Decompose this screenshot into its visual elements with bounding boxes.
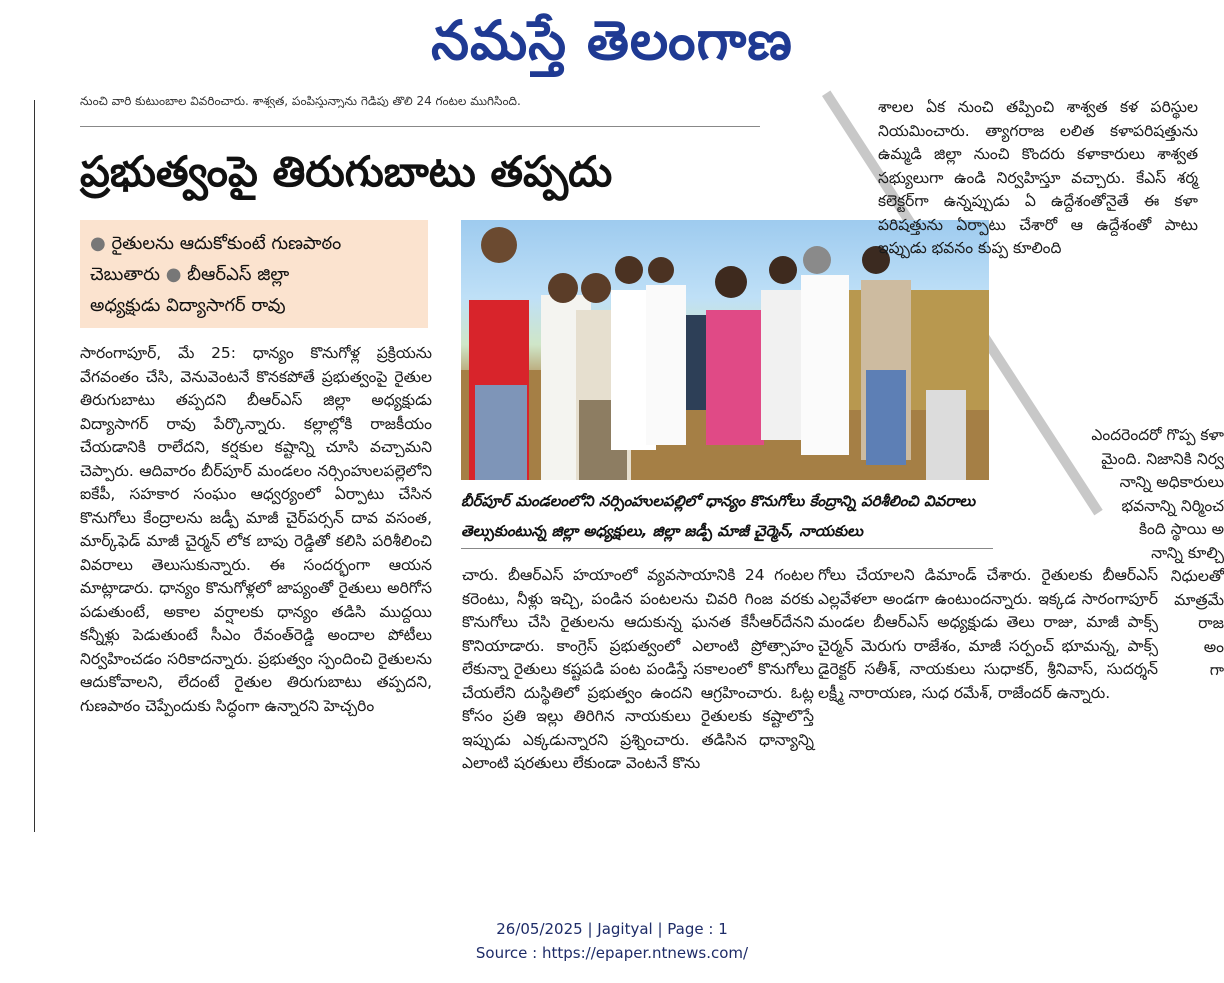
text-line: రాజ [1198,614,1224,632]
adjacent-article-column-cut [1062,424,1224,683]
divider [461,548,993,549]
text-line: గా [1209,661,1224,679]
text-line: నాన్ని అధికారులు [1119,473,1224,491]
article-headline: ప్రభుత్వంపై తిరుగుబాటు తప్పదు [80,147,613,196]
newspaper-masthead: నమస్తే తెలంగాణ [431,9,793,72]
subheadline-box [80,220,428,328]
article-paragraph: గోలు చేయాలని డిమాండ్ చేశారు. రైతులకు బీఆర్‌ఎస్ ఎల్లవేళలా అండగా ఉంటుందన్నారు. ఇక్కడ సారంగాపూర్ మండల బీఆర్‌ఎస్ అధ్యక్షుడు తెలు రాజు, మాజీ పాక్స్ చైర్మన్ మెరుగు రాజేశం, మాజీ సర్పంచ్ భూమన్న, పాక్స్ డైరెక్టర్ సతీశ్, నాయకులు సుధాకర్, శ్రీనివాస్, సుదర్శన్ లక్ష్మీ నారాయణ, సుధ రమేశ్, రాజేందర్ ఉన్నారు. [818,566,1158,702]
bullet-icon: ● [165,264,188,285]
top-cutline: నుంచి వారి కుటుంబాల వివరించారు. శాశ్వత, పంపిస్తున్నాను గెడిపు తొలి 24 గంటల ముగిసింది. [80,94,521,108]
subhead-line1: రైతులను ఆదుకోకుంటే గుణపాఠం [111,233,342,254]
adjacent-article-column [878,96,1198,261]
article-paragraph: శాలల ఏక నుంచి తప్పించి శాశ్వత కళ పరిస్థుల నియమించారు. త్యాగరాజ లలిత కళాపరిషత్తును ఉమ్మడి జిల్లా నుంచి కొందరు కళాకారులు శాశ్వత సభ్యులుగా ఉండి నిర్వహిస్తూ వచ్చారు. కేఎస్ శర్మ కలెక్టర్‌గా ఉన్నప్పుడు ఏ ఉద్దేశంతోనైతే ఈ కళా పరిషత్తును ఏర్పాటు చేశారో ఆ ఉద్దేశంతో పాటు ఇప్పుడు భవనం కుప్ప కూలింది [878,98,1198,257]
text-line: ఎందరెందరో గొప్ప కళా [1091,426,1224,444]
article-paragraph: చారు. బీఆర్‌ఎస్ హయాంలో వ్యవసాయానికి 24 గంటల కరెంటు, నీళ్లు ఇచ్చి, పండిన పంటలను చివరి గింజ వరకు కొనుగోలు చేసి రైతులను ఆదుకున్న ఘనత కేసీఆర్‌దేనని కొనియాడారు. కాంగ్రెస్ ప్రభుత్వంలో ఎలాంటి ప్రోత్సాహం లేకున్నా రైతులు కష్టపడి పంట పండిస్తే సకాలంలో కొనుగోలు చేయలేని దుస్థితిలో ప్రభుత్వం ఉందని ఆగ్రహించారు. ఓట్ల కోసం ప్రతి ఇల్లు తిరిగిన నాయకులు రైతులకు కష్టాలొస్తే ఇప్పుడు ఎక్కడున్నారని ప్రశ్నించారు. తడిసిన ధాన్యాన్ని ఎలాంటి షరతులు లేకుండా వెంటనే కొను [462,566,814,772]
article-column-1 [80,342,432,718]
text-line: కింది స్థాయి అ [1138,520,1224,538]
text-line: మాత్రమే [1174,590,1224,609]
bullet-icon: ● [90,233,112,254]
subhead-line4: అధ్యక్షుడు విద్యాసాగర్ రావు [90,295,286,316]
text-line: నిధులతో [1170,567,1224,585]
subhead-line2: చెబుతారు [90,264,160,285]
article-paragraph: సారంగాపూర్, మే 25: ధాన్యం కొనుగోళ్ల ప్రక్రియను వేగవంతం చేసి, వెనువెంటనే కొనకపోతే ప్రభుత్వంపై రైతుల తిరుగుబాటు తప్పదని బీఆర్‌ఎస్ జిల్లా అధ్యక్షుడు విద్యాసాగర్ రావు పేర్కొన్నారు. కల్లాల్లోకి రాజకీయం చేయడానికి రాలేదని, కర్షకుల కష్టాన్ని చూసి వచ్చామని చెప్పారు. ఆదివారం బీర్‌పూర్ మండలం నర్సింహులపల్లెలోని ఐకేపీ, సహకార సంఘం ఆధ్వర్యంలో ఏర్పాటు చేసిన కొనుగోలు కేంద్రాలను జడ్పీ మాజీ చైర్‌పర్సన్ దావ వసంత, మార్క్‌ఫెడ్ మాజీ చైర్మన్ లోక బాపు రెడ్డితో కలిసి పరిశీలించి వివరాలు తెలుసుకున్నారు. ఈ సందర్భంగా ఆయన మాట్లాడారు. ధాన్యం కొనుగోళ్లలో జాప్యంతో రైతులు అరిగోస పడుతుంటే, అకాల వర్షాలకు ధాన్యం తడిసి ముద్దయి కన్నీళ్లు పెడుతుంటే సీఎం రేవంత్‌రెడ్డి అందాల పోటీలు నిర్వహించడం సరికాదన్నారు. ప్రభుత్వం స్పందించి రైతులను ఆదుకోవాలని, లేదంటే రైతుల తిరుగుబాటు తప్పదని, గుణపాఠం చెప్పేందుకు సిద్ధంగా ఉన్నారని హెచ్చరిం [80,344,432,715]
column-divider [34,100,35,832]
subhead-line3: బీఆర్‌ఎస్ జిల్లా [187,264,290,285]
text-line: మైంది. నిజానికి నిర్వ [1101,449,1224,468]
photo-caption: బీర్‌పూర్ మండలంలోని నర్సింహులపల్లిలో ధాన్యం కొనుగోలు కేంద్రాన్ని పరిశీలించి వివరాలు తెల్సుకుంటున్న జిల్లా అధ్యక్షులు, జిల్లా జడ్పీ మాజీ చైర్మెన్, నాయకులు [461,492,976,540]
text-line: నాన్ని కూల్చి [1151,543,1224,562]
text-line: అం [1203,637,1224,656]
source-link[interactable]: Source : https://epaper.ntnews.com/ [475,944,749,962]
divider [80,126,760,127]
article-column-2 [462,564,814,776]
text-line: భవనాన్ని నిర్మించ [1121,496,1224,515]
page-info: 26/05/2025 | Jagityal | Page : 1 [496,920,728,938]
